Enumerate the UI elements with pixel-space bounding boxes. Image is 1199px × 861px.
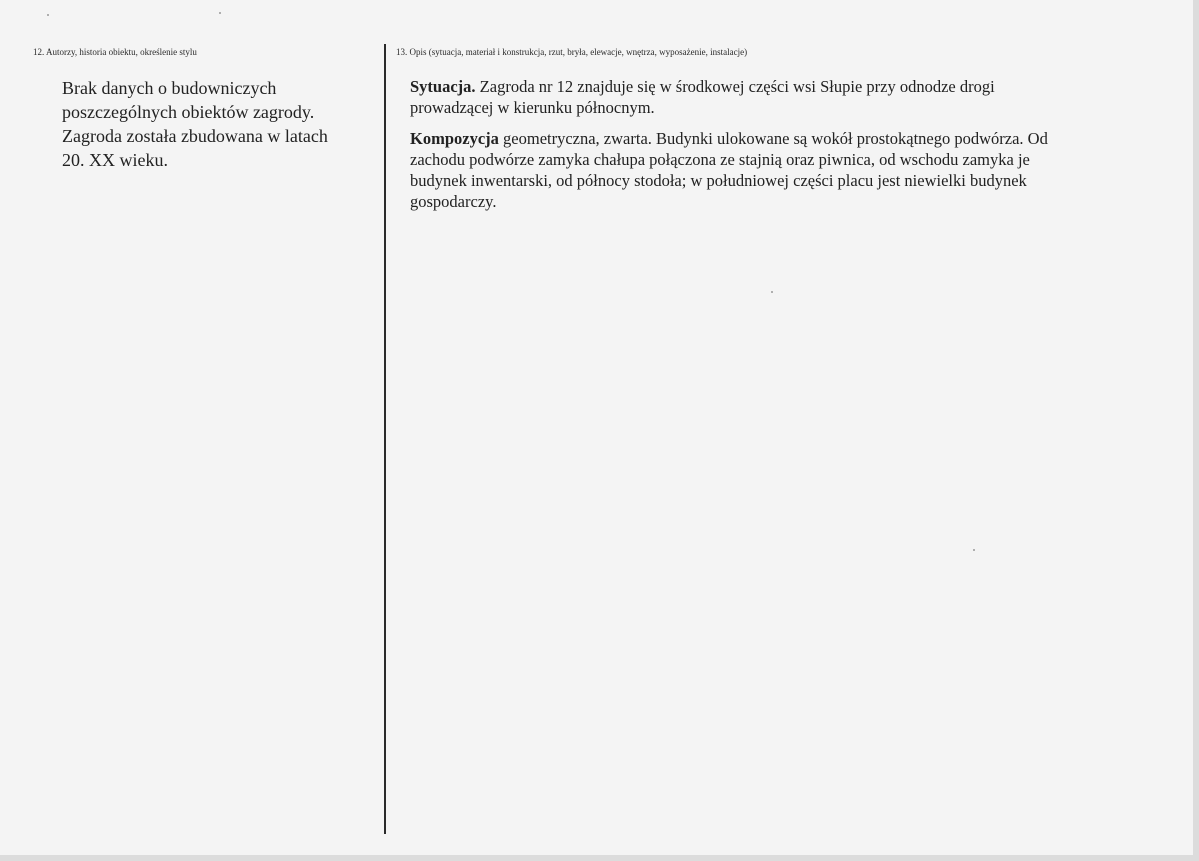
- composition-line: budynek inwentarski, od północy stodoła; w południowej części placu jest niewielki budynek: [410, 171, 1027, 190]
- field-12-line: Brak danych o budowniczych: [62, 78, 277, 98]
- composition-line: geometryczna, zwarta. Budynki ulokowane są wokół prostokątnego podwórza. Od: [503, 129, 1048, 148]
- field-12-content: [62, 76, 377, 172]
- field-12-line: Zagroda została zbudowana w latach: [62, 126, 328, 146]
- field-12-line: 20. XX wieku.: [62, 150, 168, 170]
- scan-edge-right: [1193, 0, 1199, 861]
- composition-heading: Kompozycja: [410, 129, 499, 148]
- field-13-content: [410, 76, 1170, 222]
- situation-heading: Sytuacja.: [410, 77, 476, 96]
- column-divider: [384, 44, 386, 834]
- field-12-line: poszczególnych obiektów zagrody.: [62, 102, 315, 122]
- scan-speck: [219, 12, 221, 14]
- composition-line: zachodu podwórze zamyka chałupa połączona ze stajnią oraz piwnica, od wschodu zamyka je: [410, 150, 1030, 169]
- scan-edge-bottom: [0, 855, 1199, 861]
- situation-line: Zagroda nr 12 znajduje się w środkowej części wsi Słupie przy odnodze drogi: [479, 77, 995, 96]
- composition-paragraph: [410, 128, 1170, 212]
- field-12-label: 12. Autorzy, historia obiektu, określenie stylu: [33, 47, 197, 57]
- composition-line: gospodarczy.: [410, 192, 497, 211]
- situation-line: prowadzącej w kierunku północnym.: [410, 98, 655, 117]
- scan-speck: [771, 291, 773, 293]
- situation-paragraph: [410, 76, 1170, 118]
- field-13-label: 13. Opis (sytuacja, materiał i konstrukcja, rzut, bryła, elewacje, wnętrza, wyposażenie, instalacje): [396, 47, 748, 57]
- scan-speck: [973, 549, 975, 551]
- scan-speck: [47, 14, 49, 16]
